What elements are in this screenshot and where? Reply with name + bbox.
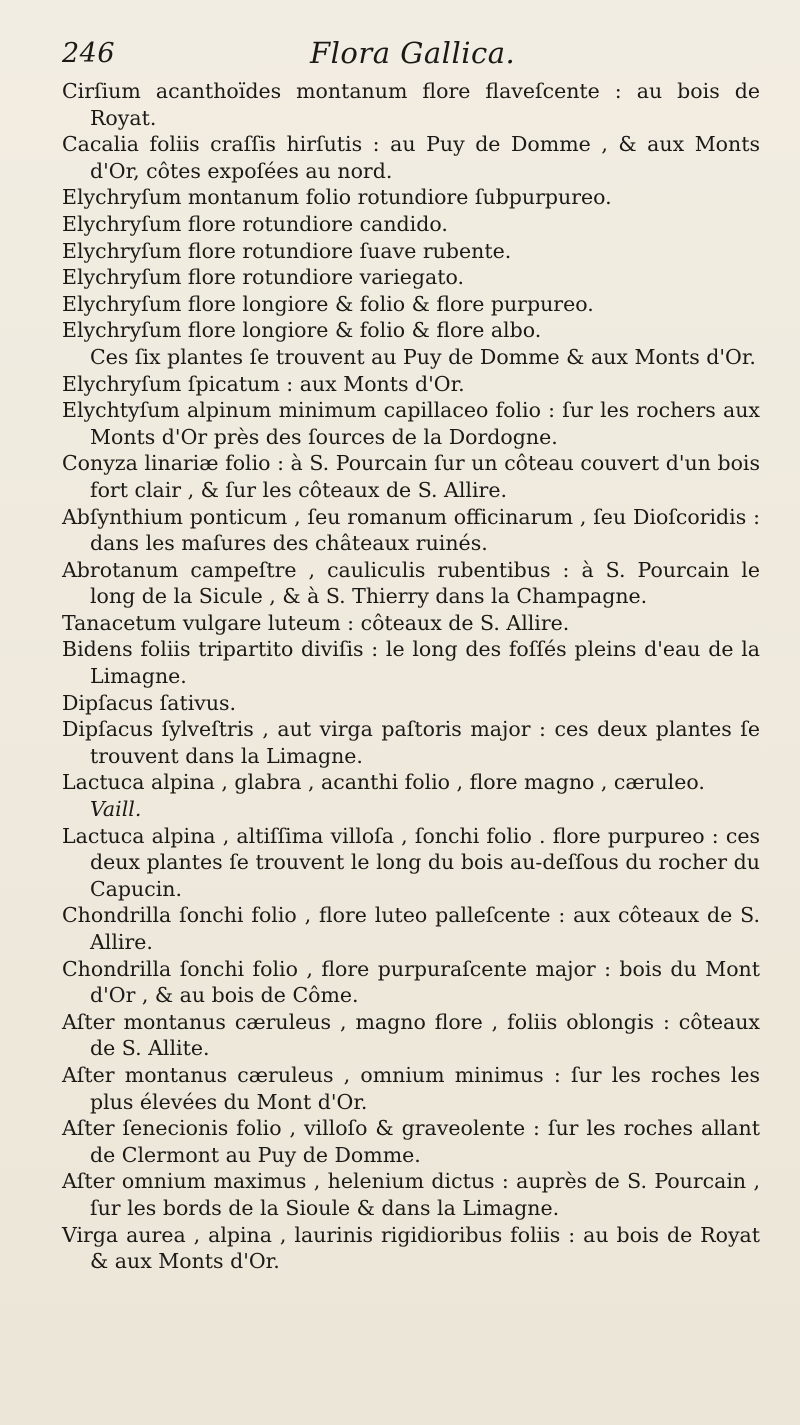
plant-entry-aster-senecionis: Aſter ſenecionis folio , villoſo & graveolente : ſur les roches allant de Clermont au Puy de Domme. [62, 1116, 760, 1167]
plant-entry-lactuca-glabra [62, 769, 760, 822]
plant-entry-dipsacus-sativus: Dipſacus ſativus. [62, 690, 237, 715]
plant-entry-chondrilla-luteo: Chondrilla ſonchi folio , flore luteo palleſcente : aux côteaux de S. Allire. [62, 903, 760, 954]
plant-entry-aster-maximus: Aſter omnium maximus , helenium dictus : auprès de S. Pourcain , ſur les bords de la Sioule & dans la Limagne. [62, 1169, 760, 1220]
page-header [62, 34, 760, 78]
plant-entry-absynthium: Abſynthium ponticum , ſeu romanum officinarum , ſeu Dioſcoridis : dans les maſures des châteaux ruinés. [62, 504, 760, 556]
plant-entry-conyza: Conyza linariæ folio : à S. Pourcain ſur un côteau couvert d'un bois fort clair , & ſur les côteaux de S. Allire. [62, 451, 760, 502]
plant-entry-elychrysum-spicatum: Elychryſum ſpicatum : aux Monts d'Or. [62, 371, 465, 396]
author-abbreviation: Vaill. [90, 797, 142, 822]
plant-entry-elychrysum-albo: Elychryſum flore longiore & folio & flore albo. [62, 318, 542, 343]
plant-entry-elychrysum-rubente: Elychryſum flore rotundiore ſuave rubente. [62, 238, 512, 263]
plant-entry-chondrilla-purpurascente: Chondrilla ſonchi folio , flore purpuraſcente major : bois du Mont d'Or , & au bois de Côme. [62, 956, 760, 1008]
plant-entry-abrotanum: Abrotanum campeſtre , cauliculis rubentibus : à S. Pourcain le long de la Sicule , & à S. Thierry dans la Champagne. [62, 557, 760, 609]
plant-entry-aster-magno: Aſter montanus cæruleus , magno flore , foliis oblongis : côteaux de S. Allite. [62, 1009, 760, 1061]
plant-entry-elychrysum-purpureo: Elychryſum flore longiore & folio & flore purpureo. [62, 291, 594, 316]
plant-entry-cirsium: Cirſium acanthoïdes montanum flore flaveſcente : au bois de Royat. [62, 79, 760, 130]
plant-entry-cacalia: Cacalia foliis craſſis hirſutis : au Puy de Domme , & aux Monts d'Or, côtes expoſées au nord. [62, 132, 760, 183]
plant-entry-dipsacus-sylvestris: Dipſacus ſylveſtris , aut virga paſtoris major : ces deux plantes ſe trouvent dans la Limagne. [62, 717, 760, 768]
plant-entry-elychrysum-alpinum: Elychtyſum alpinum minimum capillaceo folio : ſur les rochers aux Monts d'Or près des ſources de la Dordogne. [62, 398, 760, 449]
plant-list [62, 78, 760, 1275]
plant-entry-elychrysum-candido: Elychryſum flore rotundiore candido. [62, 211, 448, 236]
plant-entry-aster-minimus: Aſter montanus cæruleus , omnium minimus : ſur les roches les plus élevées du Mont d'Or. [62, 1062, 760, 1114]
plant-entry-lactuca-villosa: Lactuca alpina , altiſſima villoſa , ſonchi folio . flore purpureo : ces deux plantes ſe trouvent le long du bois au-deſſous du rocher du Capucin. [62, 823, 760, 901]
plant-entry-bidens: Bidens foliis tripartito diviſis : le long des foſſés pleins d'eau de la Limagne. [62, 637, 760, 689]
plant-entry-virga-aurea: Virga aurea , alpina , laurinis rigidioribus foliis : au bois de Royat & aux Monts d'Or. [62, 1222, 760, 1274]
page-number: 246 [62, 38, 116, 69]
plant-entry-tanacetum: Tanacetum vulgare luteum : côteaux de S. Allire. [62, 610, 570, 635]
plant-entry-lactuca-glabra-text: Lactuca alpina , glabra , acanthi folio , flore magno , cæruleo. [62, 770, 705, 795]
plant-entry-elychrysum-montanum: Elychryſum montanum folio rotundiore ſubpurpureo. [62, 185, 612, 210]
location-note: Ces ſix plantes ſe trouvent au Puy de Domme & aux Monts d'Or. [90, 344, 756, 369]
running-title: Flora Gallica. [310, 36, 516, 70]
plant-entry-elychrysum-variegato: Elychryſum flore rotundiore variegato. [62, 265, 465, 290]
